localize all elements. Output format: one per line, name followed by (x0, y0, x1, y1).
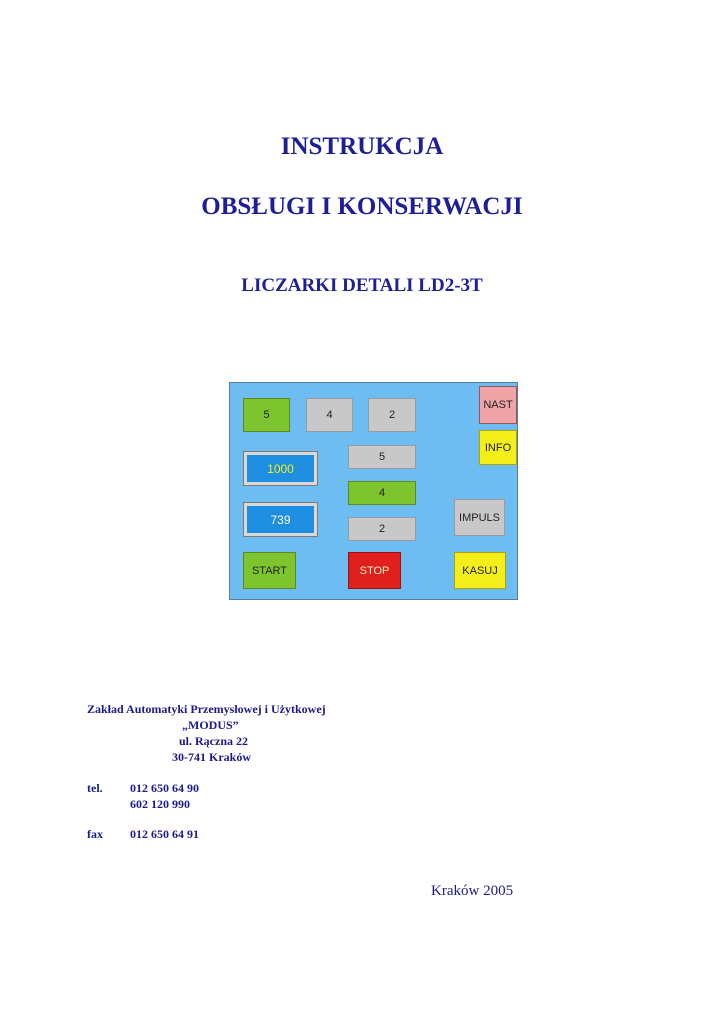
preset-digit-1[interactable]: 5 (243, 398, 290, 432)
company-name: Zakład Automatyki Przemysłowej i Użytkowej (87, 702, 326, 716)
fax-label: fax (87, 827, 103, 841)
document-title: INSTRUKCJA (280, 133, 444, 160)
mid-value-2[interactable]: 4 (348, 481, 416, 505)
preset-digit-2[interactable]: 4 (306, 398, 353, 432)
tel-number-2: 602 120 990 (130, 797, 190, 811)
mid-value-3[interactable]: 2 (348, 517, 416, 541)
preset-digit-3[interactable]: 2 (368, 398, 416, 432)
device-name: LICZARKI DETALI LD2-3T (241, 275, 483, 296)
stop-button[interactable]: STOP (348, 552, 401, 589)
company-brand: „MODUS” (182, 718, 239, 732)
info-button[interactable]: INFO (479, 430, 517, 465)
document-subtitle: OBSŁUGI I KONSERWACJI (201, 193, 523, 220)
mid-value-1[interactable]: 5 (348, 445, 416, 469)
start-button[interactable]: START (243, 552, 296, 589)
kasuj-button[interactable]: KASUJ (454, 552, 506, 589)
tel-label: tel. (87, 781, 103, 795)
nast-button[interactable]: NAST (479, 386, 517, 424)
impuls-button[interactable]: IMPULS (454, 499, 505, 536)
tel-number-1: 012 650 64 90 (130, 781, 199, 795)
control-panel-illustration (229, 382, 518, 600)
current-count-display: 739 (244, 503, 317, 536)
place-and-date: Kraków 2005 (431, 883, 514, 899)
target-count-display: 1000 (244, 452, 317, 485)
company-street: ul. Rączna 22 (179, 734, 248, 748)
company-city: 30-741 Kraków (172, 750, 251, 764)
fax-number: 012 650 64 91 (130, 827, 199, 841)
